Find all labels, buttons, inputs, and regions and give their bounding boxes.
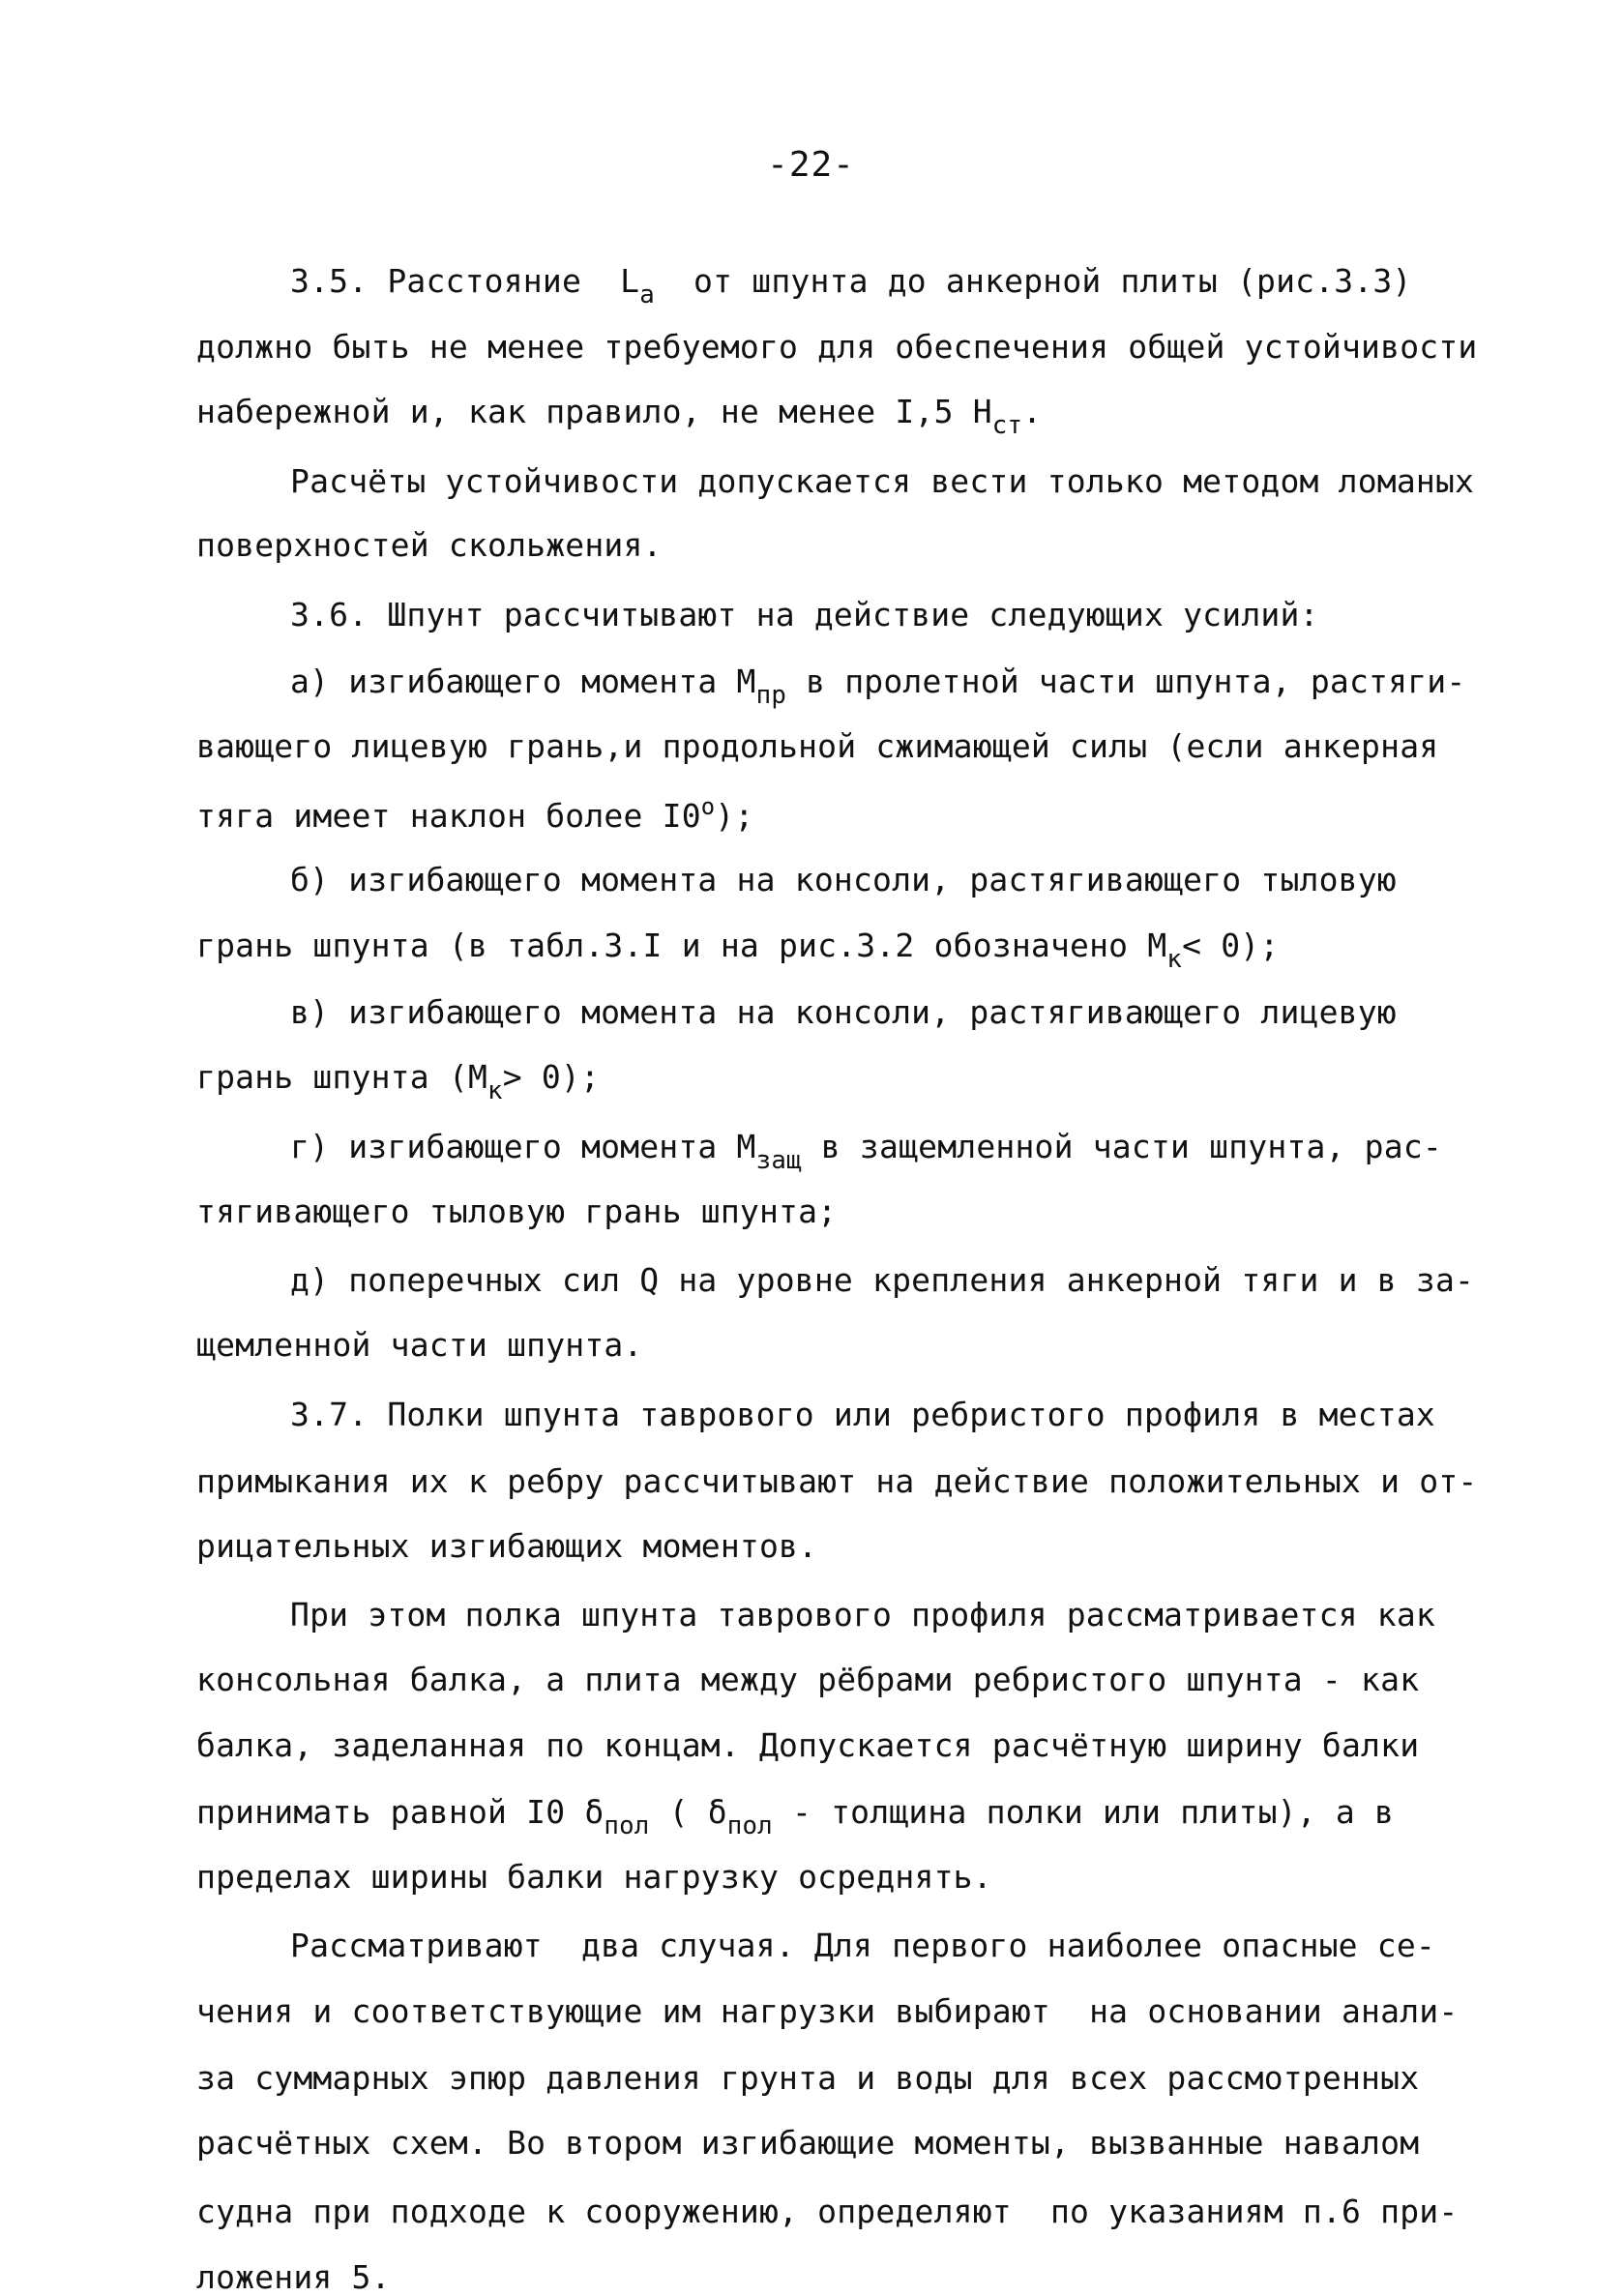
text-segment: 3.6. Шпунт рассчитывают на действие следующих усилий: (290, 596, 1319, 633)
text-segment: набережной и, как правило, не менее I,5 H (196, 393, 992, 430)
text-line (290, 993, 1397, 1031)
text-line (196, 2059, 1420, 2097)
text-line (290, 1128, 1442, 1175)
text-line (290, 1596, 1435, 1634)
text-line (290, 596, 1319, 633)
text-segment: б) изгибающего момента на консоли, растягивающего тыловую (290, 861, 1397, 898)
text-segment: в) изгибающего момента на консоли, растягивающего лицевую (290, 993, 1397, 1031)
text-line (196, 2193, 1459, 2230)
text-segment: судна при подходе к сооружению, определяют по указаниям п.6 при- (196, 2193, 1459, 2230)
text-segment: < 0); (1182, 927, 1280, 964)
text-segment: а) изгибающего момента M (290, 662, 756, 700)
text-segment: должно быть не менее требуемого для обеспечения общей устойчивости (196, 328, 1478, 366)
text-line (196, 526, 663, 564)
subscript-text: пр (755, 680, 787, 710)
text-line (196, 1858, 992, 1896)
text-line (196, 1793, 1395, 1840)
text-segment: - толщина полки или плиты), а в (772, 1793, 1395, 1831)
text-segment: ( δ (649, 1793, 727, 1831)
text-line (290, 1261, 1475, 1299)
text-segment: Расчёты устойчивости допускается вести только методом ломаных (290, 462, 1475, 500)
text-segment: за суммарных эпюр давления грунта и воды для всех рассмотренных (196, 2059, 1420, 2097)
text-segment: консольная балка, а плита между рёбрами ребристого шпунта - как (196, 1661, 1420, 1698)
text-line (290, 861, 1397, 898)
text-segment: тягивающего тыловую грань шпунта; (196, 1192, 838, 1230)
subscript-text: защ (755, 1145, 802, 1175)
text-segment: вающего лицевую грань,и продольной сжимающей силы (если анкерная (196, 727, 1439, 765)
text-line (290, 262, 1412, 309)
text-segment: в пролетной части шпунта, растяги- (786, 662, 1466, 700)
text-segment: грань шпунта (M (196, 1058, 488, 1096)
subscript-text: пол (726, 1810, 773, 1840)
text-segment: от шпунта до анкерной плиты (рис.3.3) (654, 262, 1412, 300)
text-segment: ); (715, 797, 754, 836)
text-segment: > 0); (502, 1058, 601, 1096)
text-segment: 3.7. Полки шпунта таврового или ребристого профиля в местах (290, 1396, 1435, 1433)
text-segment: в защемленной части шпунта, рас- (801, 1128, 1442, 1165)
subscript-text: пол (604, 1810, 650, 1840)
text-line (196, 1326, 643, 1364)
text-segment: Рассматривают два случая. Для первого наиболее опасные се- (290, 1927, 1435, 1964)
subscript-text: к (487, 1075, 503, 1105)
text-segment: рицательных изгибающих моментов. (196, 1527, 818, 1565)
text-line (196, 929, 1279, 973)
text-line (290, 462, 1475, 500)
text-segment: примыкания их к ребру рассчитывают на действие положительных и от- (196, 1462, 1478, 1500)
text-line (196, 1192, 838, 1230)
text-line (196, 393, 1043, 440)
text-segment: чения и соответствующие им нагрузки выбирают на основании анали- (196, 1992, 1459, 2030)
text-segment: грань шпунта (в табл.3.I и на рис.3.2 обозначено M (196, 927, 1167, 964)
text-segment: д) поперечных сил Q на уровне крепления анкерной тяги и в за- (290, 1261, 1475, 1299)
page-number: -22- (767, 145, 855, 185)
text-segment: щемленной части шпунта. (196, 1326, 643, 1364)
text-line (290, 662, 1466, 710)
text-line (290, 1396, 1435, 1433)
text-line (196, 1462, 1478, 1500)
text-segment: балка, заделанная по концам. Допускается расчётную ширину балки (196, 1726, 1420, 1764)
text-segment: 3.5. Расстояние L (290, 262, 640, 300)
subscript-text: к (1166, 944, 1183, 974)
text-line (290, 1927, 1435, 1964)
text-line (196, 1527, 818, 1565)
text-segment: г) изгибающего момента M (290, 1128, 756, 1165)
text-segment: . (1022, 393, 1043, 430)
text-segment: При этом полка шпунта таврового профиля рассматривается как (290, 1596, 1435, 1634)
text-segment: ложения 5. (196, 2258, 391, 2296)
text-line (196, 1661, 1420, 1698)
text-line (196, 2124, 1420, 2162)
superscript-text: о (700, 793, 716, 820)
text-line (196, 793, 754, 836)
text-segment: принимать равной I0 δ (196, 1793, 605, 1831)
text-segment: расчётных схем. Во втором изгибающие моменты, вызванные навалом (196, 2124, 1420, 2162)
text-line (196, 1058, 601, 1105)
text-segment: поверхностей скольжения. (196, 526, 663, 564)
text-line (196, 1726, 1420, 1764)
text-line (196, 2258, 391, 2296)
subscript-text: ст (991, 410, 1023, 440)
text-line (196, 1992, 1459, 2030)
text-line (196, 328, 1478, 366)
text-line (196, 727, 1439, 765)
subscript-text: a (639, 280, 655, 309)
text-segment: тяга имеет наклон более I0 (196, 797, 701, 836)
text-segment: пределах ширины балки нагрузку осреднять. (196, 1858, 992, 1896)
